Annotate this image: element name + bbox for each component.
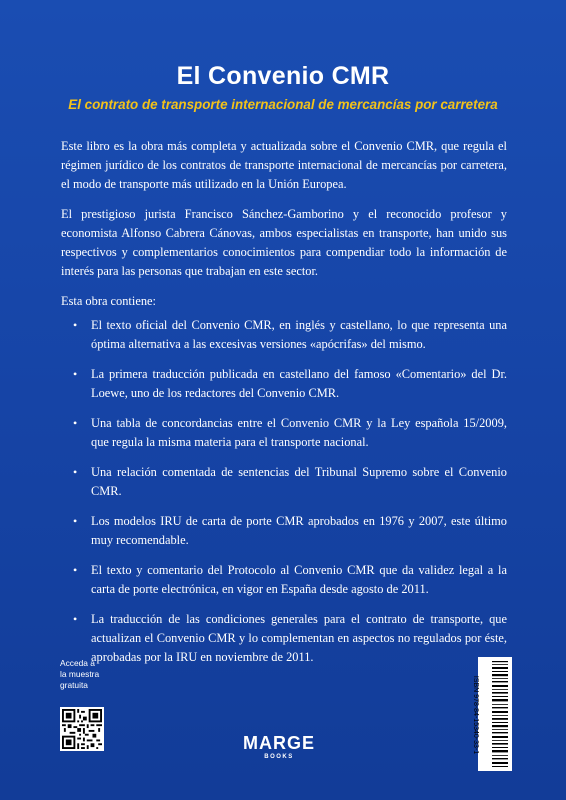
list-item-text: Una relación comentada de sentencias del Tribunal Supremo sobre el Convenio CMR. [91,465,507,498]
bullet-icon: • [73,563,78,577]
bullet-icon: • [73,416,78,430]
sample-label-line: la muestra [60,669,100,679]
description-paragraph: Este libro es la obra más completa y actualizada sobre el Convenio CMR, que regula el régimen jurídico de los contratos de transporte internacional de mercancías por carretera, el modo de transporte más utilizado en la Unión Europea. [61,139,507,191]
qr-code-graphic [62,709,102,749]
list-item [61,561,507,599]
sample-label-line: gratuita [60,680,88,690]
list-item-text: El texto y comentario del Protocolo al Convenio CMR que da validez legal a la carta de porte electrónica, en vigor en España desde agosto de 2011. [91,563,507,596]
publisher-imprint: BOOKS [264,754,294,760]
isbn-number: ISBN 978-84-15340-33-1 [472,675,479,755]
book-title: El Convenio CMR [176,62,390,90]
publisher-logo [226,733,332,769]
sample-label-line: Acceda a [60,658,95,668]
list-item [61,414,507,452]
contents-list [61,316,507,678]
bullet-icon: • [73,514,78,528]
publisher-name: MARGE [243,733,315,753]
bullet-icon: • [73,612,78,626]
list-item-text: La primera traducción publicada en castellano del famoso «Comentario» del Dr. Loewe, uno de los redactores del Convenio CMR. [91,367,507,400]
list-item [61,316,507,354]
list-item-text: Una tabla de concordancias entre el Convenio CMR y la Ley española 15/2009, que regula la misma materia para el transporte nacional. [91,416,507,449]
list-item [61,463,507,501]
bullet-icon: • [73,318,78,332]
bullet-icon: • [73,367,78,381]
list-item [61,365,507,403]
barcode [478,657,512,771]
contents-intro: Esta obra contiene: [61,294,156,308]
qr-code-icon[interactable] [60,707,104,751]
bullet-icon: • [73,465,78,479]
book-subtitle: El contrato de transporte internacional de mercancías por carretera [68,97,498,112]
description [61,137,507,322]
list-item-text: Los modelos IRU de carta de porte CMR aprobados en 1976 y 2007, este último muy recomendable. [91,514,507,547]
sample-label [60,658,130,691]
list-item-text: La traducción de las condiciones generales para el contrato de transporte, que actualizan el Convenio CMR y lo complementan en aspectos no regulados por éste, aprobadas por la IRU en noviembre de 2011. [91,612,507,664]
list-item [61,512,507,550]
description-paragraph: El prestigioso jurista Francisco Sánchez-Gamborino y el reconocido profesor y economista Alfonso Cabrera Cánovas, ambos especialistas en transporte, han unido sus respectivos y complementarios conocimientos para compendiar todo la información de interés para las personas que trabajan en este sector. [61,207,507,278]
barcode-graphic [478,657,512,771]
list-item-text: El texto oficial del Convenio CMR, en inglés y castellano, lo que representa una óptima alternativa a las excesivas versiones «apócrifas» del mismo. [91,318,507,351]
